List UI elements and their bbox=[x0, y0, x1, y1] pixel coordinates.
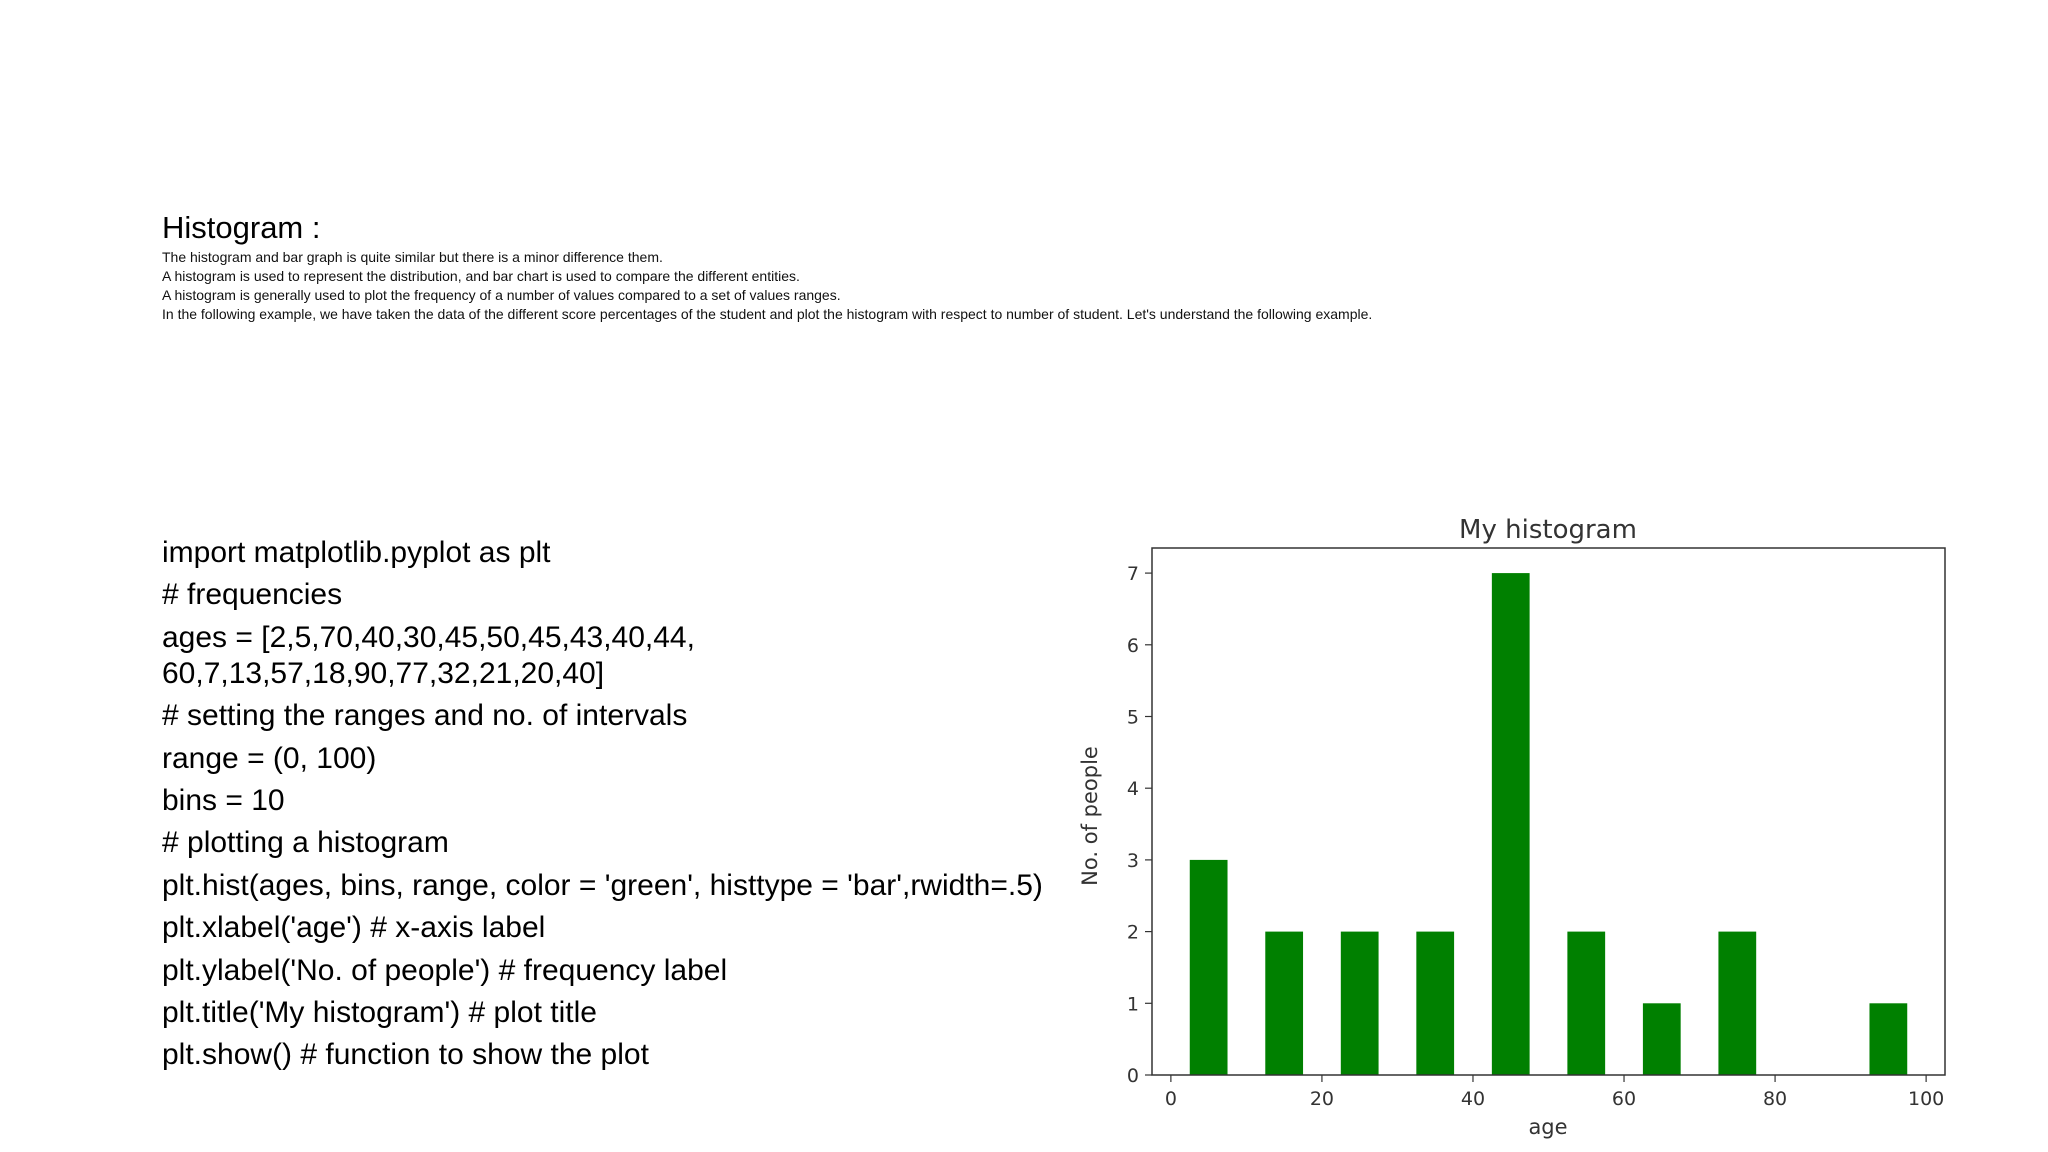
histogram-bar bbox=[1869, 1003, 1907, 1075]
histogram-bar bbox=[1265, 932, 1303, 1075]
x-tick-label: 20 bbox=[1309, 1088, 1335, 1110]
code-line: plt.ylabel('No. of people') # frequency label bbox=[162, 953, 728, 987]
histogram-bar bbox=[1718, 932, 1756, 1075]
y-tick-label: 7 bbox=[1126, 563, 1139, 586]
code-line: plt.hist(ages, bins, range, color = 'green', histtype = 'bar',rwidth=.5) bbox=[162, 868, 1043, 902]
y-tick-label: 0 bbox=[1126, 1065, 1139, 1087]
y-tick-label: 6 bbox=[1126, 634, 1139, 657]
code-line: # plotting a histogram bbox=[162, 826, 449, 860]
intro-line: A histogram is generally used to plot the frequency of a number of values compared to a set of values ranges. bbox=[162, 287, 841, 303]
intro-line: A histogram is used to represent the distribution, and bar chart is used to compare the different entities. bbox=[162, 268, 800, 284]
code-line: plt.title('My histogram') # plot title bbox=[162, 995, 597, 1029]
code-line: ages = [2,5,70,40,30,45,50,45,43,40,44, 60,7,13,57,18,90,77,32,21,20,40] bbox=[162, 620, 695, 690]
x-tick-label: 60 bbox=[1611, 1088, 1637, 1110]
chart-title: My histogram bbox=[1459, 515, 1637, 545]
histogram-bar bbox=[1643, 1003, 1681, 1075]
axes-group bbox=[1127, 548, 1945, 1110]
bars-group bbox=[1190, 573, 1907, 1075]
code-line: bins = 10 bbox=[162, 783, 285, 817]
y-tick-label: 1 bbox=[1126, 993, 1139, 1016]
histogram-bar bbox=[1416, 932, 1454, 1075]
x-tick-label: 40 bbox=[1460, 1088, 1486, 1110]
intro-line: In the following example, we have taken the data of the different score percentages of the student and plot the histogram with respect to number of student. Let's understand the following example. bbox=[162, 306, 1373, 322]
y-tick-label: 5 bbox=[1126, 706, 1139, 729]
histogram-chart bbox=[1060, 500, 1980, 1150]
code-listing bbox=[162, 535, 1082, 1080]
slide-title: Histogram : bbox=[162, 210, 321, 245]
code-line: import matplotlib.pyplot as plt bbox=[162, 536, 551, 569]
code-line: range = (0, 100) bbox=[162, 741, 377, 775]
code-line: # setting the ranges and no. of intervals bbox=[162, 699, 688, 733]
y-axis-label: No. of people bbox=[1078, 746, 1102, 886]
histogram-bar bbox=[1492, 573, 1530, 1075]
histogram-bar bbox=[1190, 860, 1228, 1075]
histogram-bar bbox=[1567, 932, 1605, 1075]
histogram-bar bbox=[1341, 932, 1379, 1075]
intro-line: The histogram and bar graph is quite similar but there is a minor difference them. bbox=[162, 249, 663, 265]
y-tick-label: 4 bbox=[1126, 778, 1139, 801]
intro-text bbox=[162, 248, 1372, 324]
x-tick-label: 0 bbox=[1164, 1088, 1177, 1110]
code-line: plt.xlabel('age') # x-axis label bbox=[162, 911, 546, 945]
x-tick-label: 80 bbox=[1762, 1088, 1788, 1110]
y-tick-label: 2 bbox=[1126, 921, 1139, 944]
x-axis-label: age bbox=[1528, 1115, 1568, 1139]
code-line: plt.show() # function to show the plot bbox=[162, 1038, 649, 1072]
y-tick-label: 3 bbox=[1126, 849, 1139, 872]
x-tick-label: 100 bbox=[1907, 1088, 1945, 1110]
code-line: # frequencies bbox=[162, 578, 343, 612]
